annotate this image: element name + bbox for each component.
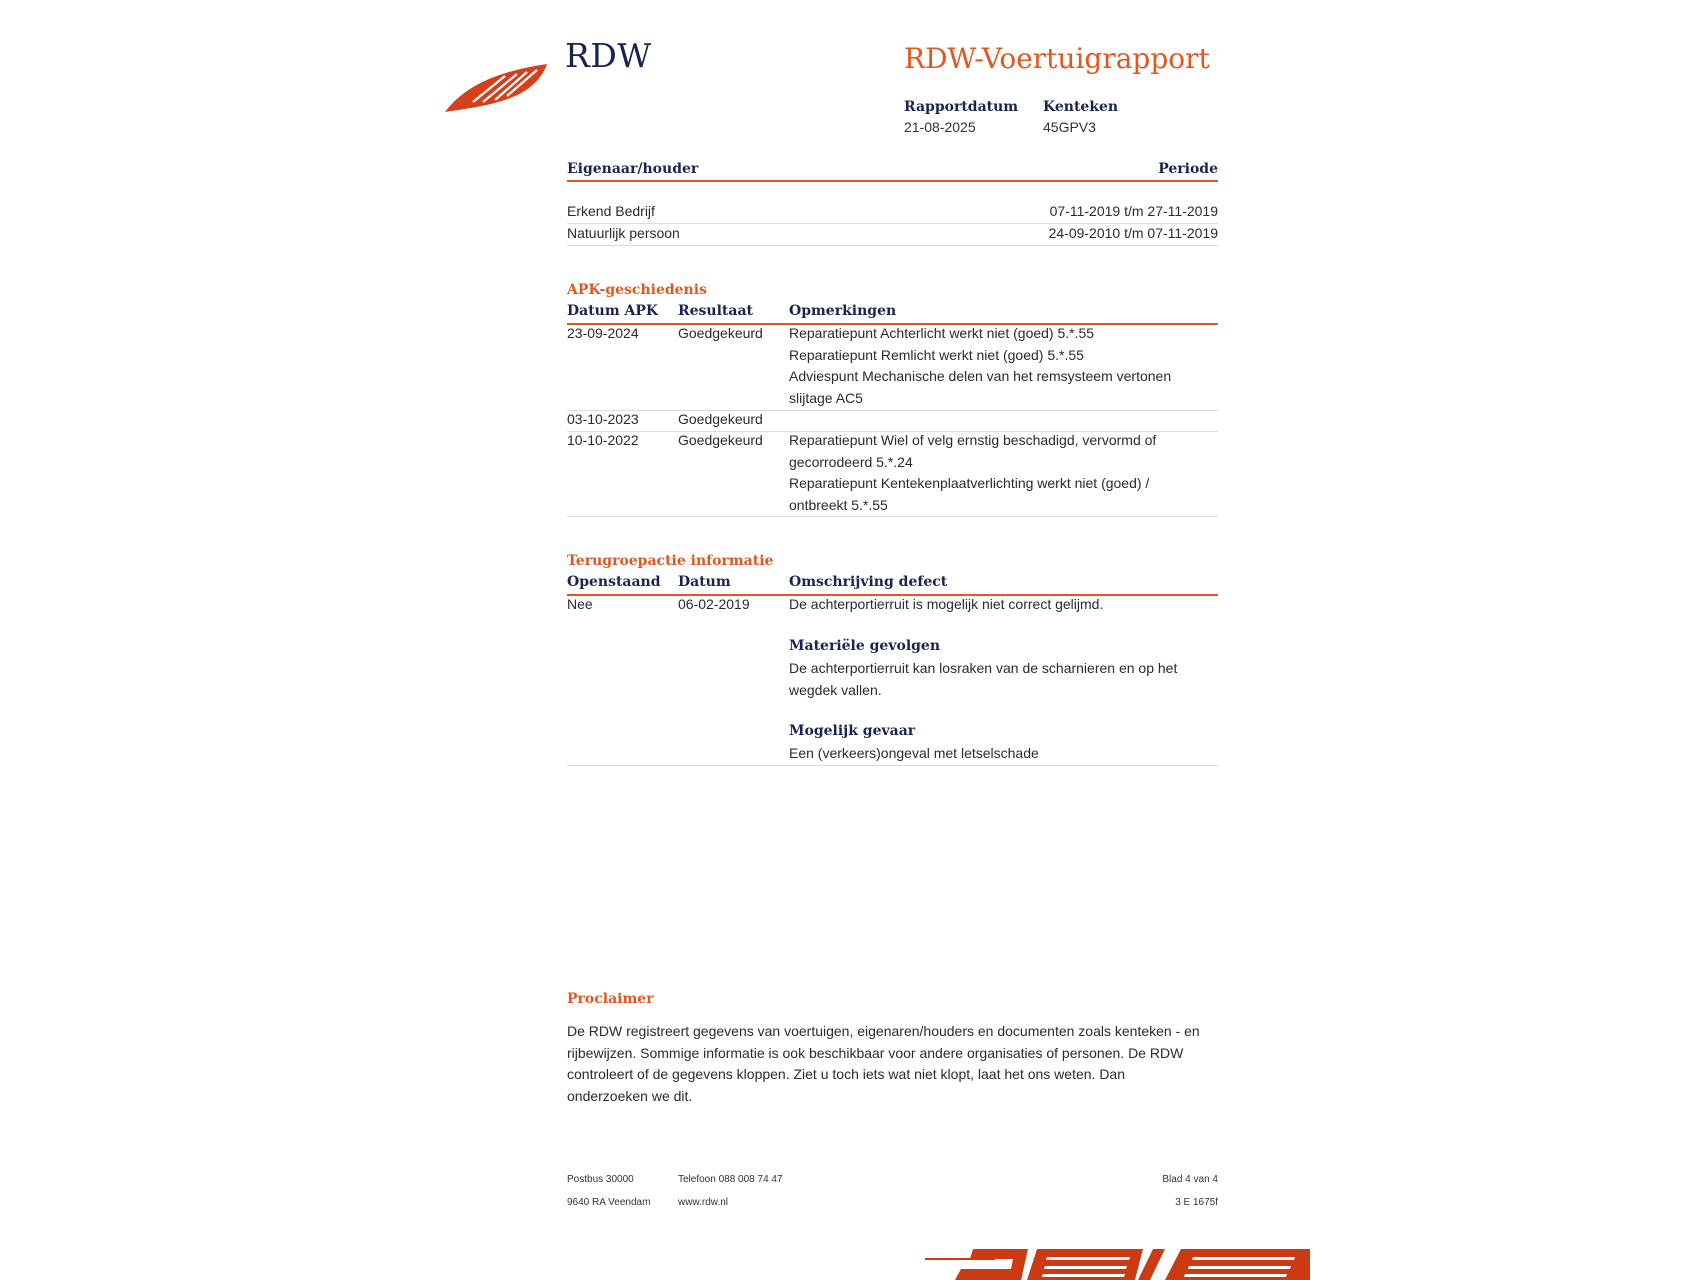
footer-page: Blad 4 van 4 (1162, 1174, 1218, 1185)
owner-row-2-owner: Natuurlijk persoon (567, 225, 680, 241)
divider (567, 516, 1218, 517)
danger-text: Een (verkeers)ongeval met letselschade (789, 745, 1039, 761)
footer-code: 3 E 1675f (1175, 1197, 1218, 1208)
owner-header: Eigenaar/houder (567, 161, 699, 177)
consequences-title: Materiële gevolgen (789, 638, 941, 654)
owner-row-1-owner: Erkend Bedrijf (567, 203, 655, 219)
report-date-value: 21-08-2025 (904, 119, 976, 135)
plate-value: 45GPV3 (1043, 119, 1096, 135)
plate-label: Kenteken (1043, 99, 1119, 115)
footer-website: www.rdw.nl (678, 1197, 729, 1208)
consequences-line-1: De achterportierruit kan losraken van de scharnieren en op het (789, 660, 1178, 676)
apk-row-3-remark-1: Reparatiepunt Wiel of velg ernstig beschadigd, vervormd of (789, 432, 1157, 448)
apk-row-3-remark-2: gecorrodeerd 5.*.24 (789, 453, 913, 470)
apk-row-2-date: 03-10-2023 (567, 411, 639, 427)
feather-icon (443, 58, 551, 114)
apk-row-1-remark-1: Reparatiepunt Achterlicht werkt niet (goed) 5.*.55 (789, 325, 1095, 341)
owner-header-rule (567, 180, 1218, 182)
divider (567, 410, 1218, 411)
apk-row-1-remark-3: Adviespunt Mechanische delen van het remsysteem vertonen (789, 368, 1172, 384)
apk-row-1-remark-4: slijtage AC5 (789, 389, 863, 406)
consequences-line-2: wegdek vallen. (789, 681, 882, 698)
footer-postbus: Postbus 30000 (567, 1174, 634, 1185)
apk-row-2-result: Goedgekeurd (678, 411, 763, 427)
apk-col-result: Resultaat (678, 303, 753, 319)
divider (567, 245, 1218, 246)
apk-row-1-date: 23-09-2024 (567, 325, 639, 341)
apk-col-remarks: Opmerkingen (789, 303, 897, 319)
apk-row-3-remark-4: ontbreekt 5.*.55 (789, 496, 888, 513)
period-header: Periode (1158, 161, 1218, 177)
recall-col-open: Openstaand (567, 574, 661, 590)
footer-phone: Telefoon 088 008 74 47 (678, 1174, 783, 1185)
proclaimer-title: Proclaimer (567, 991, 654, 1007)
apk-row-3-result: Goedgekeurd (678, 432, 763, 448)
recall-date-value: 06-02-2019 (678, 596, 750, 612)
apk-row-1-remark-2: Reparatiepunt Remlicht werkt niet (goed) 5.*.55 (789, 346, 1084, 363)
danger-title: Mogelijk gevaar (789, 723, 916, 739)
divider (567, 765, 1218, 766)
logo-text: RDW (565, 36, 652, 75)
proclaimer-text: De RDW registreert gegevens van voertuigen, eigenaren/houders en documenten zoals kenteken - en rijbewijzen. Sommige informatie is ook beschikbaar voor andere organisaties of personen. De RDW controleert of de gegevens kloppen. Ziet u toch iets wat niet klopt, laat het ons weten. Dan onderzoeken we dit. (567, 1023, 1200, 1104)
owner-row-2-period: 24-09-2010 t/m 07-11-2019 (1048, 225, 1218, 241)
footer-city: 9640 RA Veendam (567, 1197, 651, 1208)
owner-row-1-period: 07-11-2019 t/m 27-11-2019 (1049, 203, 1218, 219)
apk-col-date: Datum APK (567, 303, 659, 319)
recall-open-value: Nee (567, 596, 593, 612)
report-title: RDW-Voertuigrapport (904, 42, 1210, 75)
recall-col-description: Omschrijving defect (789, 574, 948, 590)
recall-description: De achterportierruit is mogelijk niet correct gelijmd. (789, 596, 1104, 612)
decorative-stripes-icon (925, 1247, 1310, 1280)
recall-title: Terugroepactie informatie (567, 553, 774, 569)
recall-col-date: Datum (678, 574, 731, 590)
report-date-label: Rapportdatum (904, 99, 1019, 115)
apk-row-1-result: Goedgekeurd (678, 325, 763, 341)
apk-row-3-date: 10-10-2022 (567, 432, 639, 448)
apk-row-3-remark-3: Reparatiepunt Kentekenplaatverlichting werkt niet (goed) / (789, 475, 1150, 491)
apk-title: APK-geschiedenis (567, 282, 707, 298)
